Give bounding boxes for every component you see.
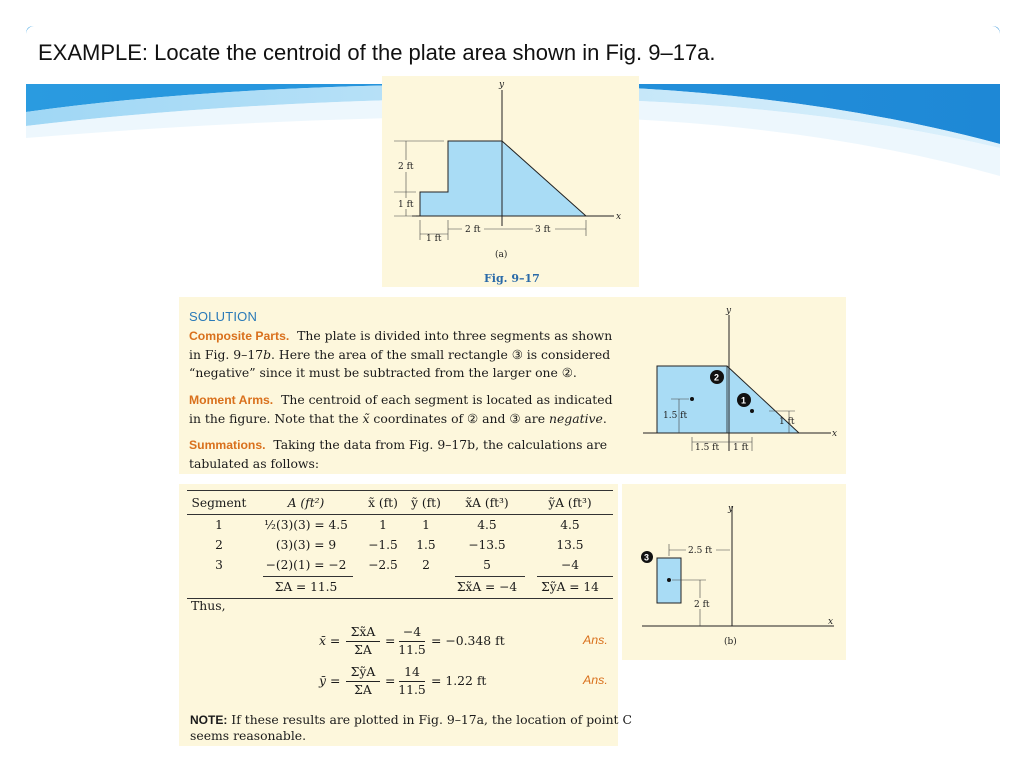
dim-2-5ft: 2.5 ft — [688, 546, 713, 556]
figure-a-panel — [382, 76, 639, 287]
note-lead: NOTE: — [190, 713, 228, 727]
plate-shape — [420, 141, 586, 216]
figure-b-sublabel: (b) — [724, 637, 737, 647]
composite-lead: Composite Parts. — [189, 329, 290, 343]
table-header-row: Segment A (ft²) x̃ (ft) ỹ (ft) x̃A (ft³) ỹA (ft³) — [191, 496, 592, 510]
figure-b-diagram — [619, 303, 843, 471]
svg-text:3: 3 — [644, 552, 650, 563]
figure-b-bottom-panel — [622, 484, 846, 660]
svg-text:y: y — [728, 504, 734, 514]
dim-2ft-vert: 2 ft — [398, 162, 414, 172]
table-row: 1 ½(3)(3) = 4.5 1 1 4.5 4.5 — [215, 518, 580, 532]
figure-a-sublabel: (a) — [495, 250, 508, 260]
ybar-den2: 11.5 — [398, 682, 426, 697]
fig-b-y-label: y — [726, 306, 732, 316]
dim-2ft-horz: 2 ft — [465, 225, 481, 235]
figure-b-segment3-diagram — [622, 484, 846, 660]
summations-lead: Summations. — [189, 438, 266, 452]
xbar-den2: 11.5 — [398, 642, 426, 657]
xbar-num: Σx̃A — [350, 624, 376, 639]
moment-arms-paragraph: Moment Arms. The centroid of each segment is located as indicated in the figure. Note that the x̃ coordinates of ② and ③ are negative. — [189, 392, 613, 426]
xbar-ans: Ans. — [583, 633, 608, 647]
dim-3ft: 3 ft — [535, 225, 551, 235]
table-totals-row: ΣA = 11.5 Σx̃A = −4 ΣỹA = 14 — [274, 580, 599, 594]
svg-text:1: 1 — [741, 395, 747, 406]
dim-2ft-b: 2 ft — [694, 600, 710, 610]
page-title: EXAMPLE: Locate the centroid of the plate area shown in Fig. 9–17a. — [38, 40, 716, 65]
xbar-lhs: x̄ = — [319, 633, 341, 648]
composite-parts-paragraph: Composite Parts. The plate is divided into three segments as shown in Fig. 9–17b. Here the area of the small rectangle ③ is considered “negative” since it must be subtracted from the larger one ②. — [189, 328, 613, 380]
dim-1-5ft-vert: 1.5 ft — [663, 411, 688, 421]
segment-shape — [657, 366, 799, 433]
ybar-num2: 14 — [404, 664, 420, 679]
ybar-ans: Ans. — [583, 673, 608, 687]
y-axis-label: y — [499, 80, 505, 90]
fig-b-x-label: x — [832, 429, 838, 439]
calculation-table-panel: Segment A (ft²) x̃ (ft) ỹ (ft) x̃A (ft³) ỹA (ft³) 1 ½(3)(3) = 4.5 1 1 4.5 4.5 2 (3)(3) = 9 −1.5 1.5 −13.5 13.5 3 −(2)(1) = −2 −2.5 2 5 −4 ΣA = 11.5 Σx̃A = −4 ΣỹA = 14 Thus, x̄ = Σx̃A ΣA = −4 11.5 = −0.348 ft Ans. ȳ = ΣỹA ΣA = 14 11.5 = 1.22 ft Ans. — [179, 484, 618, 746]
table-row: 2 (3)(3) = 9 −1.5 1.5 −13.5 13.5 — [215, 538, 584, 552]
dim-1-5ft-horz: 1.5 ft — [695, 443, 720, 453]
solution-panel — [179, 297, 846, 474]
dim-1ft-horz: 1 ft — [426, 234, 442, 244]
figure-a-diagram — [382, 76, 639, 287]
dim-1ft-horz-b: 1 ft — [733, 443, 749, 453]
xbar-num2: −4 — [402, 624, 422, 639]
ybar-num: ΣỹA — [350, 664, 376, 679]
xbar-result: = −0.348 ft — [431, 633, 505, 648]
thus-label: Thus, — [191, 598, 226, 613]
svg-text:2: 2 — [714, 372, 720, 383]
svg-text:x: x — [828, 617, 834, 627]
dim-1ft-vert: 1 ft — [398, 200, 414, 210]
dim-1ft-right: 1 ft — [779, 417, 795, 427]
moment-lead: Moment Arms. — [189, 393, 274, 407]
figure-caption: Fig. 9–17 — [484, 272, 540, 285]
summations-paragraph: Summations. Taking the data from Fig. 9–17b, the calculations are tabulated as follows: — [189, 437, 608, 471]
note-paragraph: NOTE: If these results are plotted in Fig. 9–17a, the location of point C seems reasonable. — [190, 712, 632, 743]
solution-heading: SOLUTION — [189, 309, 258, 324]
xbar-den: ΣA — [354, 642, 372, 657]
ybar-result: = 1.22 ft — [431, 673, 487, 688]
x-axis-label: x — [616, 212, 622, 222]
table-row: 3 −(2)(1) = −2 −2.5 2 5 −4 — [215, 558, 579, 572]
ybar-den: ΣA — [354, 682, 372, 697]
ybar-lhs: ȳ = — [319, 673, 341, 688]
